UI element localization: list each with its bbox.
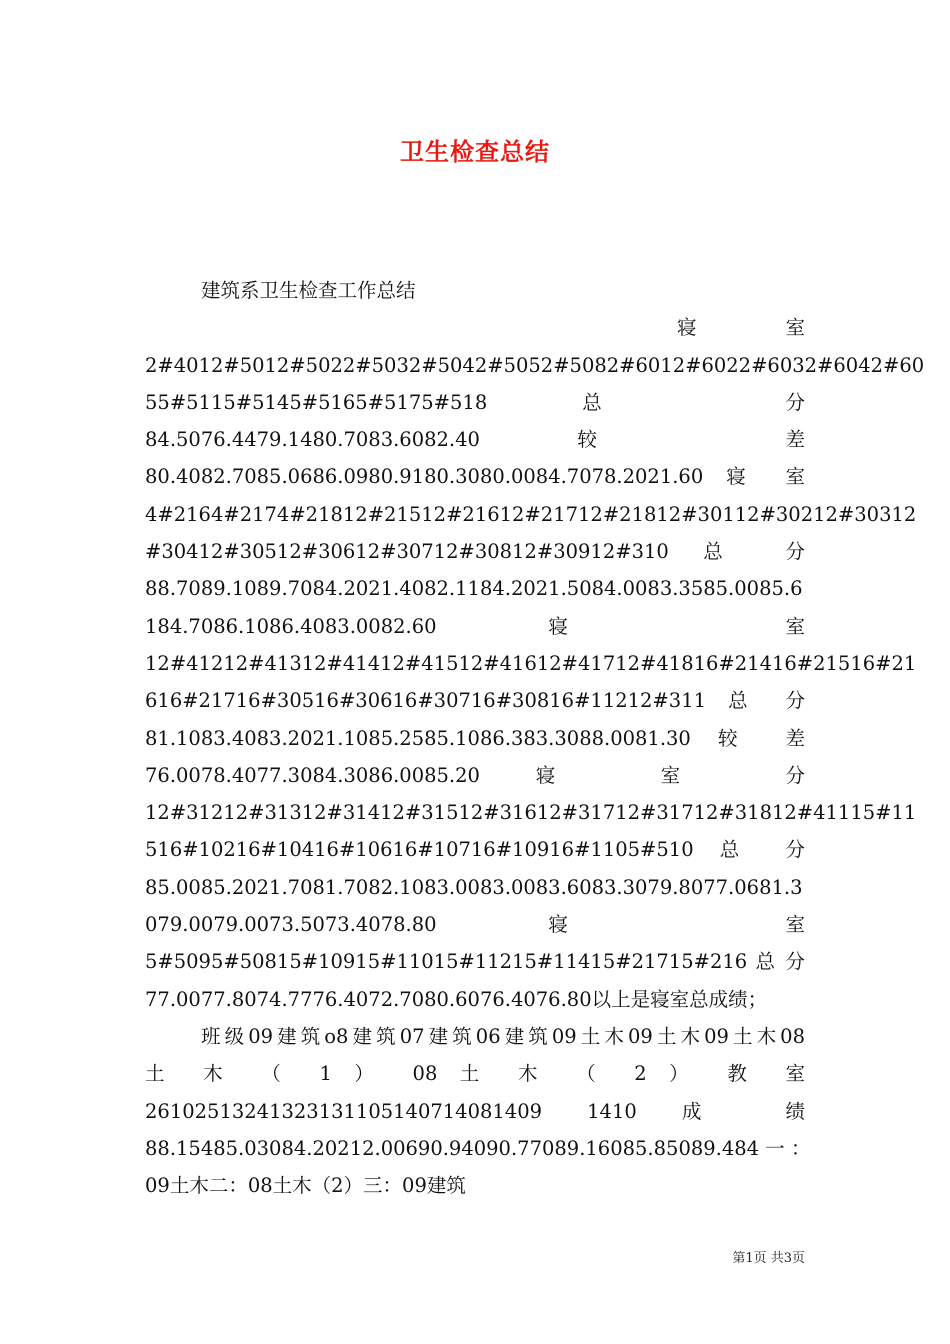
text-line: 079.0079.0073.5073.4078.80 寝 室 (145, 913, 805, 937)
text-line: 88.15485.03084.20212.00690.94090.77089.16085.85089.484 一 ： (145, 1136, 811, 1160)
text-line: 4#2164#2174#21812#21512#21612#21712#21812#30112#30212#30312 (145, 502, 917, 526)
text-line: 5#5095#50815#10915#11015#11215#11415#21715#216 总 分 (145, 950, 805, 974)
text-line: 77.0077.8074.7776.4072.7080.6076.4076.80以上是寝室总成绩； (145, 987, 768, 1011)
text-line: 76.0078.4077.3084.3086.0085.20 寝 室 分 (145, 763, 805, 787)
text-line: 26102513241323131105140714081409 1410 成 绩 (145, 1099, 805, 1123)
text-line: 12#31212#31312#31412#31512#31612#31712#31712#31812#41115#11 (145, 801, 917, 825)
section-heading: 建筑系卫生检查工作总结 (201, 279, 416, 302)
text-line: 84.5076.4479.1480.7083.6082.40 较 差 (145, 428, 805, 452)
text-line: 80.4082.7085.0686.0980.9180.3080.0084.7078.2021.60 寝 室 (145, 465, 805, 489)
text-line: 09土木二：08土木（2）三：09建筑 (145, 1174, 466, 1198)
text-line: 土 木 （ 1 ） 08 土 木 （ 2 ） 教 室 (145, 1062, 805, 1086)
text-line: 班级09建筑o8建筑07建筑06建筑09土木09土木09土木08 (201, 1024, 805, 1048)
text-line: 85.0085.2021.7081.7082.1083.0083.0083.6083.3079.8077.0681.3 (145, 875, 803, 899)
text-line: 616#21716#30516#30616#30716#30816#11212#311 总 分 (145, 689, 805, 713)
page-title: 卫生检查总结 (400, 137, 550, 166)
text-line: 88.7089.1089.7084.2021.4082.1184.2021.5084.0083.3585.0085.6 (145, 577, 803, 601)
text-line: #30412#30512#30612#30712#30812#30912#310 总 分 (145, 540, 805, 564)
text-line: 184.7086.1086.4083.0082.60 寝 室 (145, 614, 805, 638)
text-line: 寝 室 (677, 316, 805, 340)
text-line: 12#41212#41312#41412#41512#41612#41712#41816#21416#21516#21 (145, 651, 917, 675)
text-line: 2#4012#5012#5022#5032#5042#5052#5082#6012#6022#6032#6042#60 (145, 353, 925, 377)
page-number: 第1页 共3页 (732, 1251, 805, 1266)
document-body (145, 272, 925, 1204)
text-line: 81.1083.4083.2021.1085.2585.1086.383.3088.0081.30 较 差 (145, 726, 805, 750)
text-line: 516#10216#10416#10616#10716#10916#1105#510 总 分 (145, 838, 805, 862)
text-line: 55#5115#5145#5165#5175#518 总 分 (145, 390, 805, 414)
